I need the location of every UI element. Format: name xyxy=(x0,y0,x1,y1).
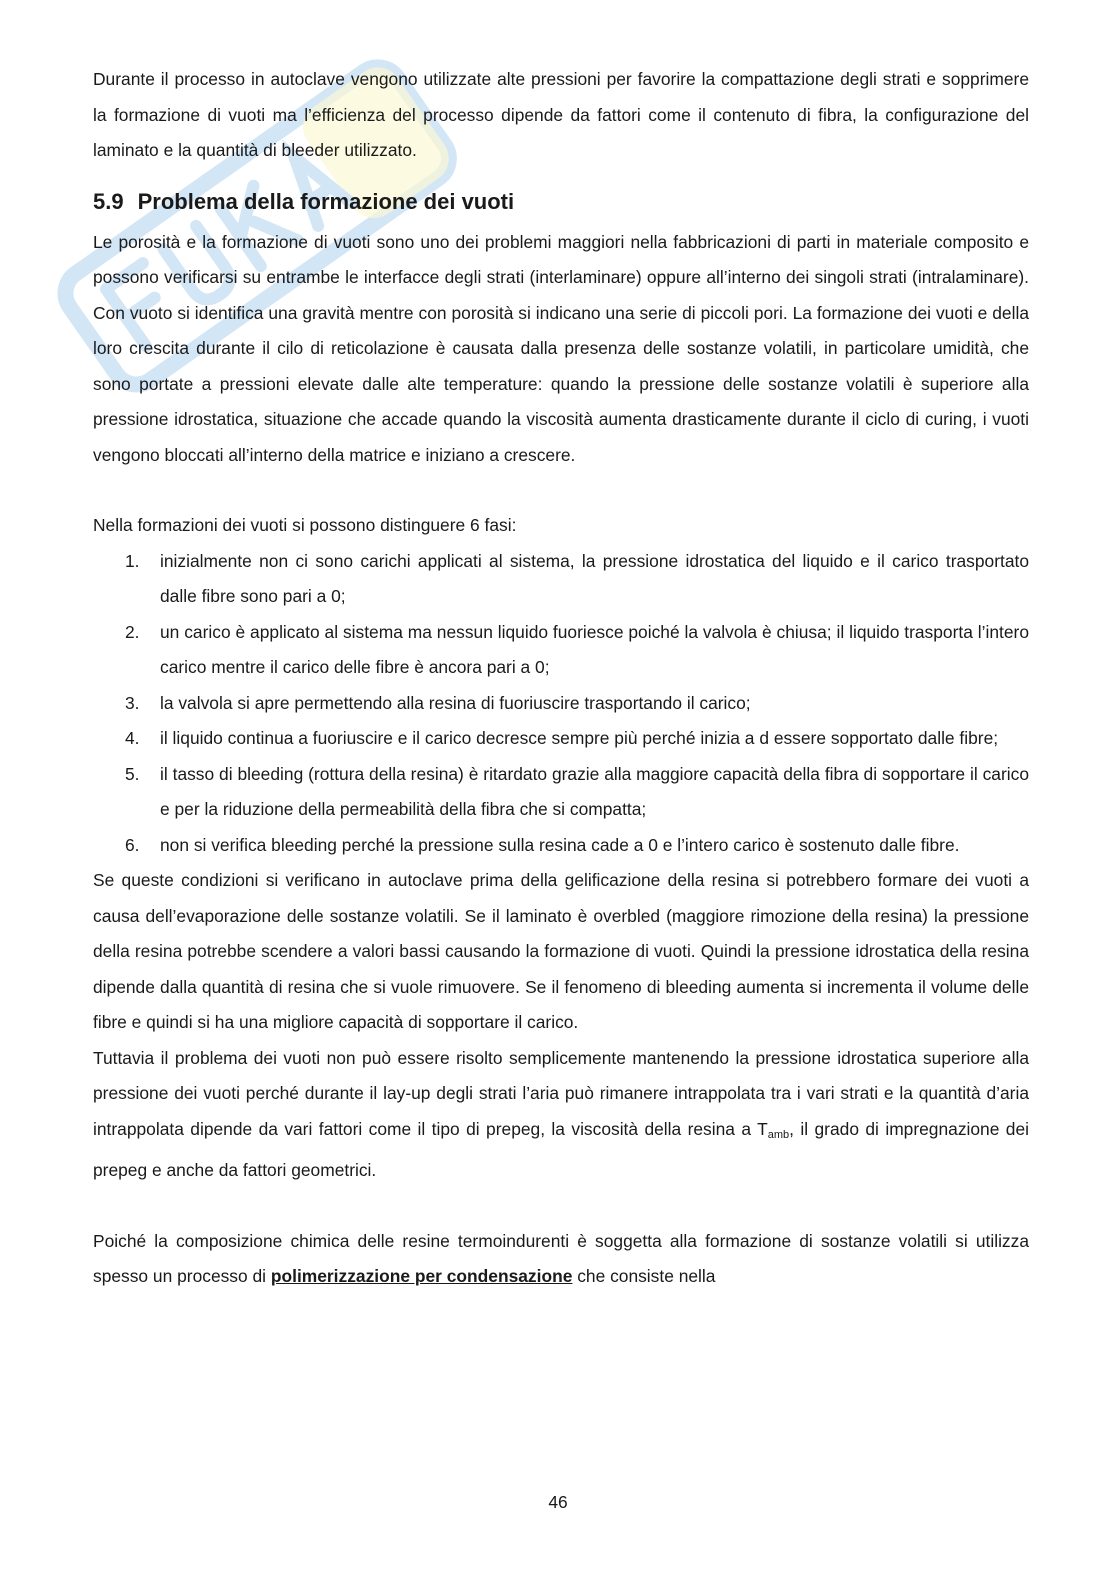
section-title: Problema della formazione dei vuoti xyxy=(137,188,515,214)
paragraph-layup-text: Tuttavia il problema dei vuoti non può essere risolto semplicemente mantenendo la pressione idrostatica superiore alla pressione dei vuoti perché durante il lay-up degli strati l’aria può rimanere intrappolata tra i vari strati e la quantità d’aria intrappolata dipende da vari fattori come il tipo di prepeg, la viscosità della resina a T xyxy=(93,1047,1029,1139)
list-item-text: la valvola si apre permettendo alla resina di fuoriuscire trasportando il carico; xyxy=(160,692,751,713)
paragraph-condensation xyxy=(93,1224,1029,1295)
subscript-amb: amb xyxy=(767,1128,790,1141)
document-page xyxy=(93,62,1029,1295)
intro-paragraph: Durante il processo in autoclave vengono utilizzate alte pressioni per favorire la compattazione degli strati e sopprimere la formazione di vuoti ma l’efficienza del processo dipende da fattori come il contenuto di fibra, la configurazione del laminato e la quantità di bleeder utilizzato. xyxy=(93,69,1029,160)
paragraph-porosity: Le porosità e la formazione di vuoti sono uno dei problemi maggiori nella fabbricazioni di parti in materiale composito e possono verificarsi su entrambe le interfacce degli strati (interlaminare) oppure all’interno dei singoli strati (intralaminare). Con vuoto si identifica una gravità mentre con porosità si indicano una serie di piccoli pori. La formazione dei vuoti e della loro crescita durante il cilo di reticolazione è causata dalla presenza delle sostanze volatili, in particolare umidità, che sono portate a pressioni elevate dalle alte temperature: quando la pressione delle sostanze volatili è superiore alla pressione idrostatica, situazione che accade quando la viscosità aumenta drasticamente durante il ciclo di curing, i vuoti vengono bloccati all’interno della matrice e iniziano a crescere. xyxy=(93,231,1029,465)
list-item xyxy=(125,828,1029,864)
list-item-text: il tasso di bleeding (rottura della resina) è ritardato grazie alla maggiore capacità della fibra di sopportare il carico e per la riduzione della permeabilità della fibra che si compatta; xyxy=(160,763,1029,819)
list-item-text: il liquido continua a fuoriuscire e il carico decresce sempre più perché inizia a d essere sopportato dalle fibre; xyxy=(160,728,999,748)
list-item-text: un carico è applicato al sistema ma nessun liquido fuoriesce poiché la valvola è chiusa; il liquido trasporta l’intero carico mentre il carico delle fibre è ancora pari a 0; xyxy=(160,621,1029,677)
list-item-number: 1. xyxy=(125,550,140,571)
paragraph-layup xyxy=(93,1041,1029,1189)
list-item xyxy=(125,686,1029,722)
paragraph-condensation-text: Poiché la composizione chimica delle resine termoindurenti è soggetta alla formazione di sostanze volatili si utilizza spesso un processo di xyxy=(93,1230,1029,1286)
list-item xyxy=(125,757,1029,828)
list-item-number: 4. xyxy=(125,728,140,748)
list-item xyxy=(125,721,1029,757)
paragraph-layup-text-end: , il grado di impregnazione dei prepeg e anche da fattori geometrici. xyxy=(93,1118,1030,1180)
list-item xyxy=(125,615,1029,686)
list-intro: Nella formazioni dei vuoti si possono distinguere 6 fasi: xyxy=(93,515,517,535)
page-number: 46 xyxy=(548,1492,568,1512)
list-item-text: non si verifica bleeding perché la pressione sulla resina cade a 0 e l’intero carico è sostenuto dalle fibre. xyxy=(160,834,960,855)
list-item-number: 2. xyxy=(125,621,140,642)
list-item-text: inizialmente non ci sono carichi applicati al sistema, la pressione idrostatica del liquido e il carico trasportato dalle fibre sono pari a 0; xyxy=(160,550,1029,606)
paragraph-overbled: Se queste condizioni si verificano in autoclave prima della gelificazione della resina si potrebbero formare dei vuoti a causa dell’evaporazione delle sostanze volatili. Se il laminato è overbled (maggiore rimozione della resina) la pressione della resina potrebbe scendere a valori bassi causando la formazione di vuoti. Quindi la pressione idrostatica della resina dipende dalla quantità di resina che si vuole rimuovere. Se il fenomeno di bleeding aumenta si incrementa il volume delle fibre e quindi si ha una migliore capacità di sopportare il carico. xyxy=(93,870,1029,1032)
list-item-number: 5. xyxy=(125,763,140,784)
list-item-number: 3. xyxy=(125,692,140,713)
phases-list xyxy=(93,544,1029,864)
section-heading xyxy=(93,187,1029,217)
list-item-number: 6. xyxy=(125,834,140,855)
list-item xyxy=(125,544,1029,615)
section-number: 5.9 xyxy=(93,188,124,214)
paragraph-condensation-text-end: che consiste nella xyxy=(572,1266,716,1286)
emphasis-term: polimerizzazione per condensazione xyxy=(270,1266,573,1286)
